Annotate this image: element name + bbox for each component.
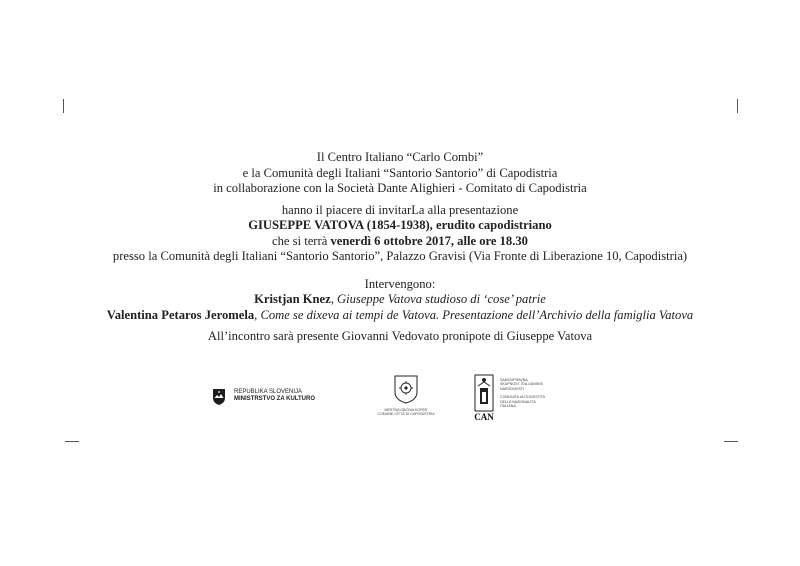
speaker-1 (0, 292, 800, 308)
speakers-heading: Intervengono: (364, 276, 436, 291)
slovenia-ministry-logo (212, 384, 342, 414)
speaker-2-talk: Come se dixeva ai tempi de Vatova. Presentazione dell’Archivio della famiglia Vatova (260, 307, 694, 322)
sponsor-logos (0, 372, 800, 432)
koper-line-1: MESTNA OBČINA KOPER (384, 408, 428, 412)
invite-line: hanno il piacere di invitarLa alla presentazione (281, 202, 519, 217)
event-when (0, 234, 800, 250)
event-date: venerdì 6 ottobre 2017, alle ore 18.30 (330, 233, 528, 248)
slovenia-crest-icon (212, 388, 226, 406)
speaker-2-name: Valentina Petaros Jeromela (106, 307, 255, 322)
can-text-3: NARODNOSTI (500, 386, 524, 391)
crop-mark-top-right (737, 99, 738, 113)
koper-emblem-icon (393, 374, 419, 404)
organizer-line-1: Il Centro Italiano “Carlo Combi” (316, 150, 484, 164)
crop-mark-top-left (63, 99, 64, 113)
speaker-1-talk: Giuseppe Vatova studioso di ‘cose’ patrie (337, 292, 546, 306)
koper-line-2: COMUNE CITTÀ DI CAPODISTRIA (377, 412, 435, 417)
can-text-5: DELLA NAZIONALITÀ (500, 399, 536, 404)
speaker-1-name: Kristjan Knez (254, 292, 331, 306)
can-logo (472, 374, 552, 426)
can-label: CAN (474, 412, 494, 422)
slovenia-line-2: MINISTRSTVO ZA KULTURO (234, 396, 315, 402)
event-title-text: GIUSEPPE VATOVA (1854-1938), erudito capodistriano (248, 218, 552, 232)
organizer-line-3: in collaborazione con la Società Dante Alighieri - Comitato di Capodistria (213, 181, 587, 195)
speaker-2 (0, 308, 800, 324)
organizer-line-2: e la Comunità degli Italiani “Santorio Santorio” di Capodistria (242, 165, 558, 180)
crop-mark-bottom-right (724, 441, 738, 442)
event-when-prefix: che si terrà (272, 233, 331, 248)
crop-mark-bottom-left (65, 441, 79, 442)
slovenia-line-1: REPUBLIKA SLOVENIJA (234, 389, 303, 395)
closing-note: All’incontro sarà presente Giovanni Vedovato pronipote di Giuseppe Vatova (207, 329, 593, 343)
event-title (0, 218, 800, 234)
can-text-2: SKUPNOST ITALIJANSKE (500, 382, 544, 387)
invitation-text (0, 150, 800, 345)
can-text-4: COMUNITÀ AUTOGESTITA (500, 395, 545, 400)
koper-municipality-logo (376, 374, 436, 428)
can-text-6: ITALIANA (500, 404, 516, 409)
speaker-1-separator: , (330, 292, 338, 306)
speaker-2-separator: , (254, 307, 261, 322)
event-where: presso la Comunità degli Italiani “Santorio Santorio”, Palazzo Gravisi (Via Fronte di Liberazione 10, Capodistria) (112, 249, 688, 263)
can-text-1: SAMOUPRAVNA (500, 378, 528, 382)
